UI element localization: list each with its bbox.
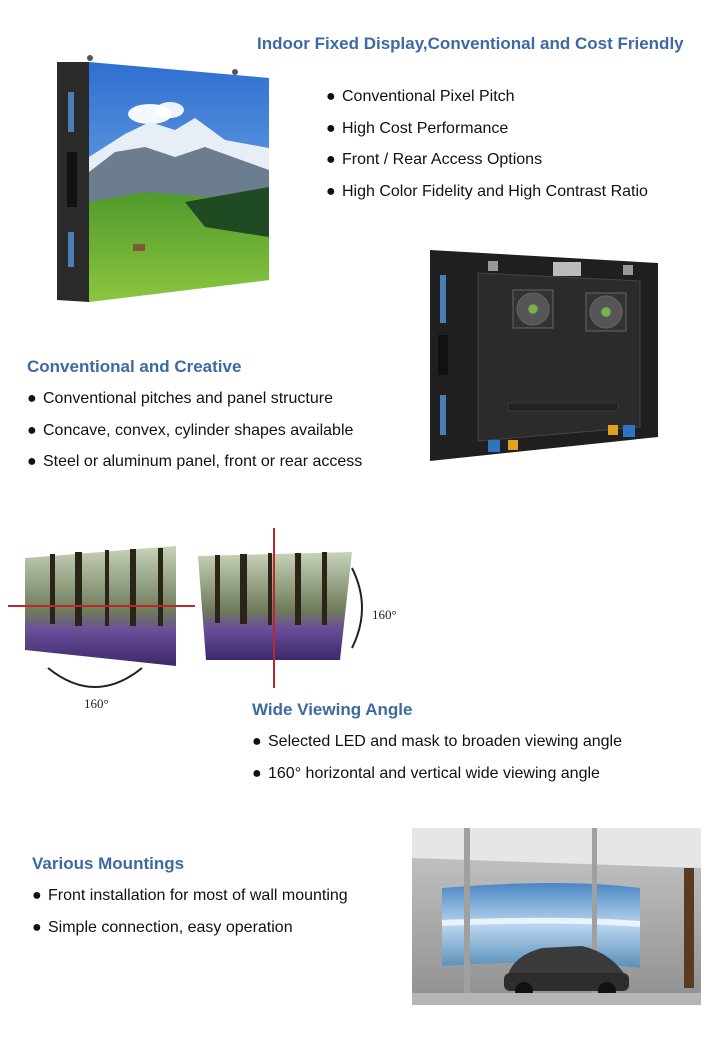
section2-bullet-list <box>27 383 362 478</box>
led-cabinet-rear-image <box>428 245 663 465</box>
viewing-angle-illustration <box>0 528 420 718</box>
section4-bullet-list <box>32 880 348 943</box>
showroom-mounting-image <box>412 828 701 1005</box>
fan-left <box>513 290 553 328</box>
section2-title: Conventional and Creative <box>27 357 242 376</box>
section1-bullet-list <box>326 81 648 207</box>
list-item: ● Selected LED and mask to broaden viewing angle <box>252 733 622 750</box>
section3-bullet-list <box>252 726 622 789</box>
list-item: ● Front installation for most of wall mounting <box>32 887 348 904</box>
list-item: ● High Color Fidelity and High Contrast Ratio <box>326 182 648 200</box>
list-item: ● Conventional Pixel Pitch <box>326 88 515 105</box>
section1-title: Indoor Fixed Display,Conventional and Cost Friendly <box>257 34 684 53</box>
section4-title: Various Mountings <box>32 854 185 873</box>
list-item: ● Conventional pitches and panel structure <box>27 390 333 407</box>
list-item: ● 160° horizontal and vertical wide viewing angle <box>252 764 600 782</box>
section3-title: Wide Viewing Angle <box>252 700 413 719</box>
angle-label-vertical: 160° <box>372 607 397 622</box>
list-item: ● Simple connection, easy operation <box>32 918 293 936</box>
list-item: ● Concave, convex, cylinder shapes available <box>27 421 354 439</box>
fan-right <box>586 293 626 331</box>
list-item: ● Front / Rear Access Options <box>326 151 543 168</box>
angle-label-horizontal: 160° <box>84 696 109 711</box>
list-item: ● High Cost Performance <box>326 119 509 137</box>
led-cabinet-front-image <box>55 52 275 307</box>
list-item: ● Steel or aluminum panel, front or rear access <box>27 453 363 470</box>
